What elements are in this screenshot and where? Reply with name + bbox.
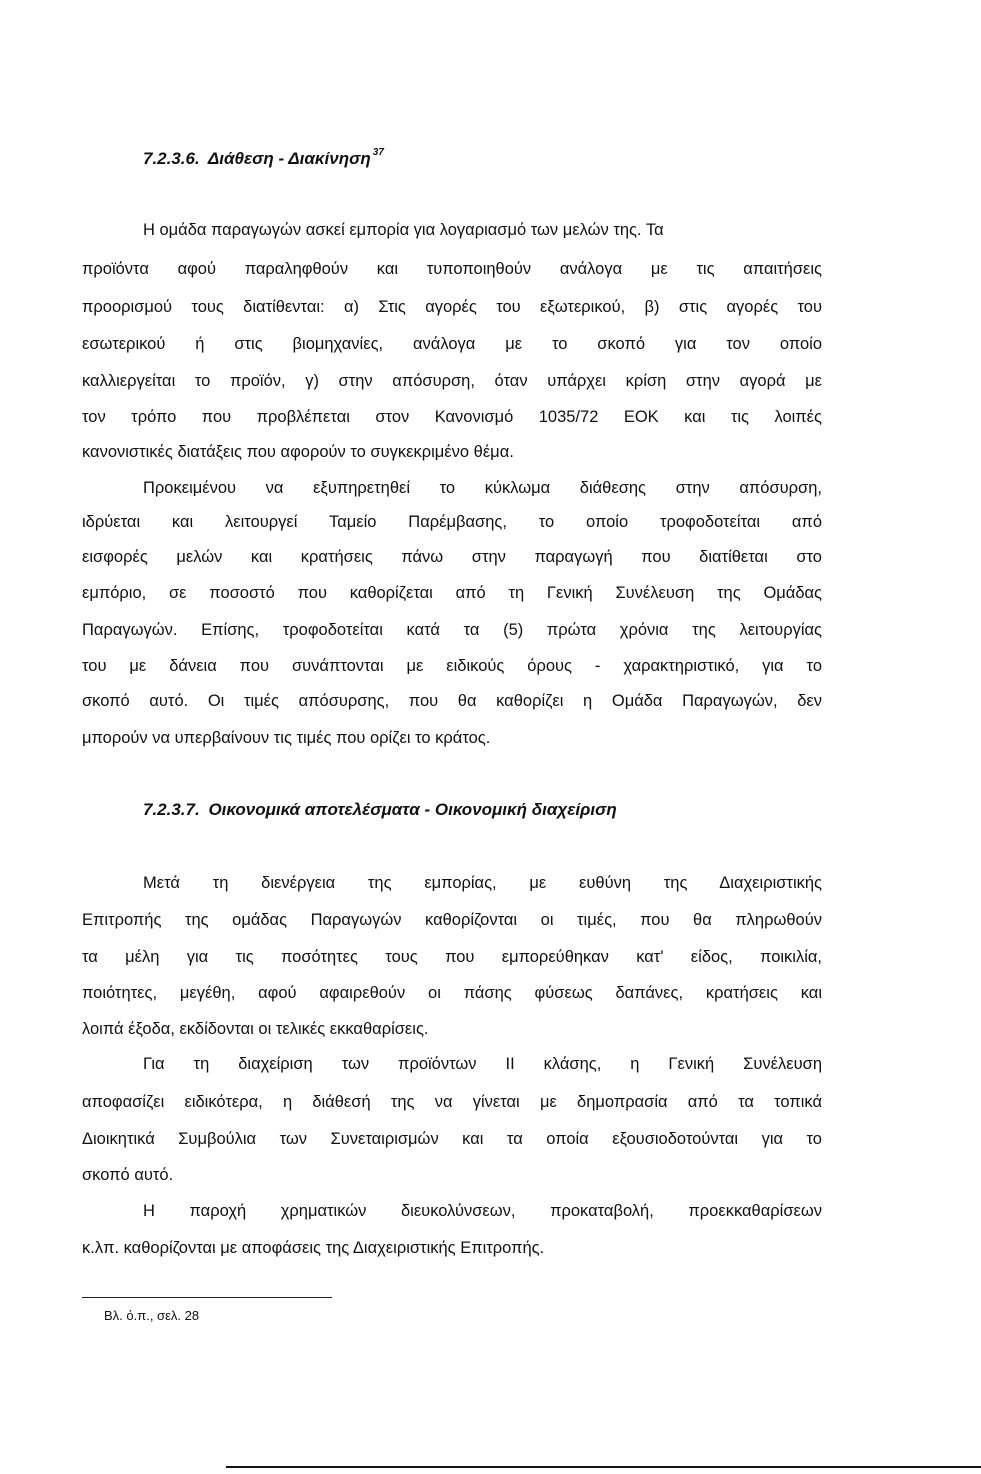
paragraph-2-line: σκοπό αυτό. Οι τιμές απόσυρσης, που θα καθορίζει η Ομάδα Παραγωγών, δεν	[82, 692, 822, 710]
paragraph-1-line: προορισμού τους διατίθενται: α) Στις αγορές του εξωτερικού, β) στις αγορές του	[82, 298, 822, 316]
scan-edge-line	[226, 1466, 981, 1468]
paragraph-1-line: Η ομάδα παραγωγών ασκεί εμπορία για λογαριασμό των μελών της. Τα	[143, 221, 664, 239]
paragraph-3-line: Μετά τη διενέργεια της εμπορίας, με ευθύνη της Διαχειριστικής	[143, 874, 822, 892]
footnote-separator	[82, 1297, 332, 1298]
paragraph-4-line: Για τη διαχείριση των προϊόντων ΙΙ κλάσης, η Γενική Συνέλευση	[143, 1055, 822, 1073]
paragraph-4-line: σκοπό αυτό.	[82, 1166, 174, 1184]
paragraph-2-line: ιδρύεται και λειτουργεί Ταμείο Παρέμβασης, το οποίο τροφοδοτείται από	[82, 513, 822, 531]
paragraph-1-line: προϊόντα αφού παραληφθούν και τυποποιηθούν ανάλογα με τις απαιτήσεις	[82, 260, 822, 278]
paragraph-1-line: εσωτερικού ή στις βιομηχανίες, ανάλογα με το σκοπό για τον οποίο	[82, 335, 822, 353]
paragraph-5-line: Η παροχή χρηματικών διευκολύνσεων, προκαταβολή, προεκκαθαρίσεων	[143, 1202, 822, 1220]
paragraph-2-line: μπορούν να υπερβαίνουν τις τιμές που ορίζει το κράτος.	[82, 729, 491, 747]
paragraph-4-line: Διοικητικά Συμβούλια των Συνεταιρισμών και τα οποία εξουσιοδοτούνται για το	[82, 1130, 822, 1148]
paragraph-1-line: τον τρόπο που προβλέπεται στον Κανονισμό 1035/72 ΕΟΚ και τις λοιπές	[82, 408, 822, 426]
paragraph-1-line: καλλιεργείται το προϊόν, γ) στην απόσυρση, όταν υπάρχει κρίση στην αγορά με	[82, 372, 822, 390]
paragraph-3-line: Επιτροπής της ομάδας Παραγωγών καθορίζονται οι τιμές, που θα πληρωθούν	[82, 911, 822, 929]
section-number: 7.2.3.7.	[143, 800, 200, 819]
paragraph-2-line: Παραγωγών. Επίσης, τροφοδοτείται κατά τα (5) πρώτα χρόνια της λειτουργίας	[82, 621, 822, 639]
section-title: Οικονομικά αποτελέσματα - Οικονομική διαχείριση	[208, 800, 617, 819]
footnote-text: Βλ. ό.π., σελ. 28	[104, 1308, 200, 1323]
paragraph-3-line: τα μέλη για τις ποσότητες τους που εμπορεύθηκαν κατ' είδος, ποικιλία,	[82, 948, 822, 966]
paragraph-2-line: εμπόριο, σε ποσοστό που καθορίζεται από τη Γενική Συνέλευση της Ομάδας	[82, 584, 822, 602]
paragraph-3-line: λοιπά έξοδα, εκδίδονται οι τελικές εκκαθαρίσεις.	[82, 1020, 429, 1038]
section-title: Διάθεση - Διακίνηση	[207, 149, 371, 168]
paragraph-5-line: κ.λπ. καθορίζονται με αποφάσεις της Διαχειριστικής Επιτροπής.	[82, 1239, 545, 1257]
paragraph-2-line: Προκειμένου να εξυπηρετηθεί το κύκλωμα διάθεσης στην απόσυρση,	[143, 479, 822, 497]
paragraph-1-line: κανονιστικές διατάξεις που αφορούν το συγκεκριμένο θέμα.	[82, 443, 514, 461]
paragraph-2-line: του με δάνεια που συνάπτονται με ειδικούς όρους - χαρακτηριστικό, για το	[82, 657, 822, 675]
paragraph-3-line: ποιότητες, μεγέθη, αφού αφαιρεθούν οι πάσης φύσεως δαπάνες, κρατήσεις και	[82, 984, 822, 1002]
section-heading-7-2-3-6	[143, 147, 384, 169]
section-heading-7-2-3-7	[143, 800, 617, 820]
paragraph-4-line: αποφασίζει ειδικότερα, η διάθεσή της να γίνεται με δημοπρασία από τα τοπικά	[82, 1093, 822, 1111]
paragraph-2-line: εισφορές μελών και κρατήσεις πάνω στην παραγωγή που διατίθεται στο	[82, 548, 822, 566]
footnote-reference: 37	[372, 147, 384, 158]
section-number: 7.2.3.6.	[143, 149, 200, 168]
